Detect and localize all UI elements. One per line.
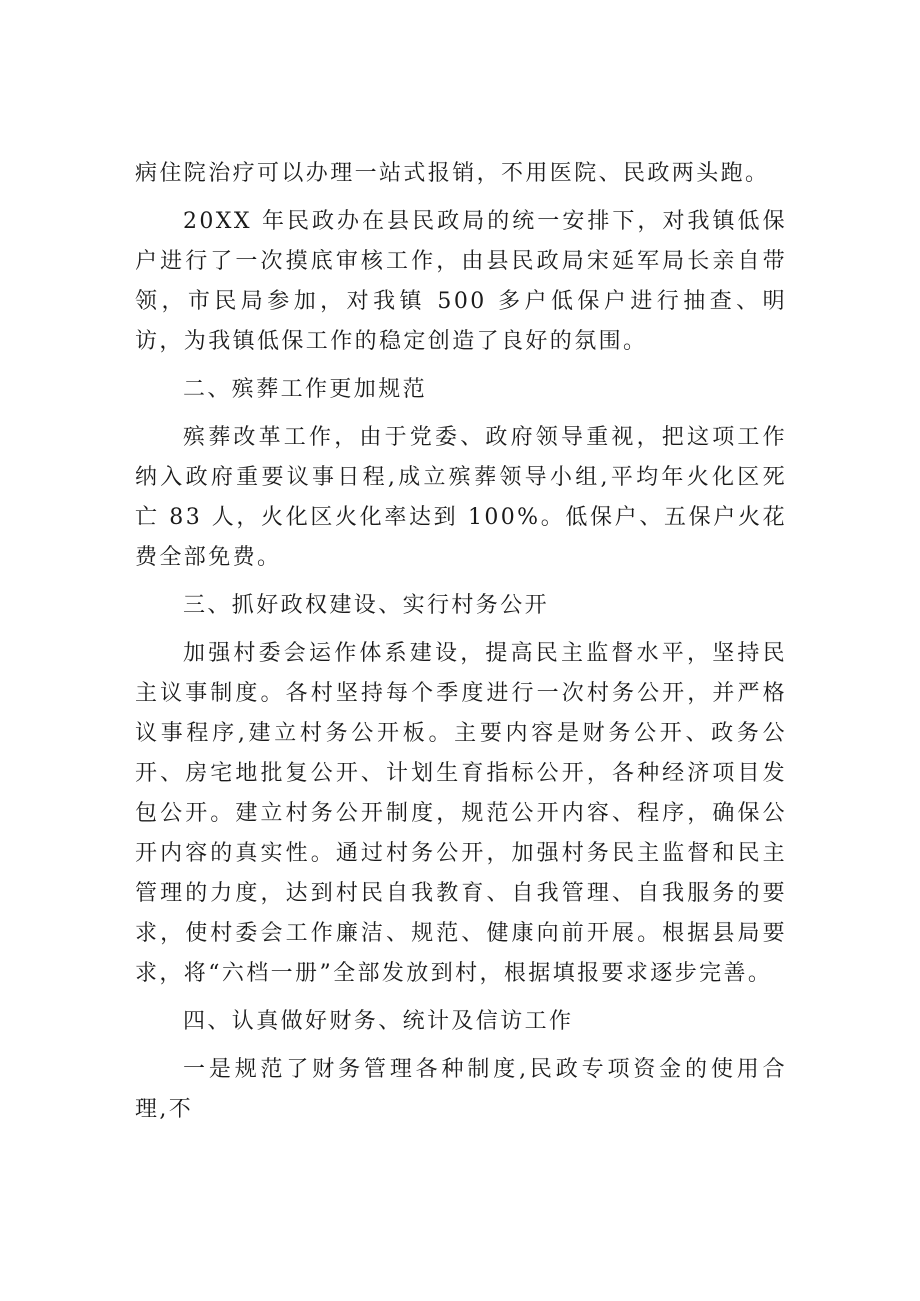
paragraph-finance: 一是规范了财务管理各种制度,民政专项资金的使用合理,不 <box>135 1057 787 1122</box>
paragraph-low-income-audit: 20XX 年民政办在县民政局的统一安排下，对我镇低保户进行了一次摸底审核工作，由县民政局宋延军局长亲自带领，市民局参加，对我镇 500 多户低保户进行抽查、明访，为我镇低保工作的稳定创造了良好的氛围。 <box>135 209 787 354</box>
document-body <box>135 154 787 1138</box>
paragraph-funeral-reform: 殡葬改革工作，由于党委、政府领导重视，把这项工作纳入政府重要议事日程,成立殡葬领导小组,平均年火化区死亡 83 人，火化区火化率达到 100%。低保户、五保户火花费全部免费。 <box>135 425 787 570</box>
section-heading-finance: 四、认真做好财务、统计及信访工作 <box>183 1009 574 1034</box>
section-heading-village-affairs: 三、抓好政权建设、实行村务公开 <box>183 593 550 618</box>
paragraph-village-affairs: 加强村委会运作体系建设，提高民主监督水平，坚持民主议事制度。各村坚持每个季度进行一次村务公开，并严格议事程序,建立村务公开板。主要内容是财务公开、政务公开、房宅地批复公开、计划生育指标公开，各种经济项目发包公开。建立村务公开制度，规范公开内容、程序，确保公开内容的真实性。通过村务公开，加强村务民主监督和民主管理的力度，达到村民自我教育、自我管理、自我服务的要求，使村委会工作廉洁、规范、健康向前开展。根据县局要求，将“六档一册”全部发放到村，根据填报要求逐步完善。 <box>135 641 787 986</box>
section-heading-funeral: 二、殡葬工作更加规范 <box>183 377 428 402</box>
paragraph-continuation: 病住院治疗可以办理一站式报销，不用医院、民政两头跑。 <box>135 161 770 186</box>
